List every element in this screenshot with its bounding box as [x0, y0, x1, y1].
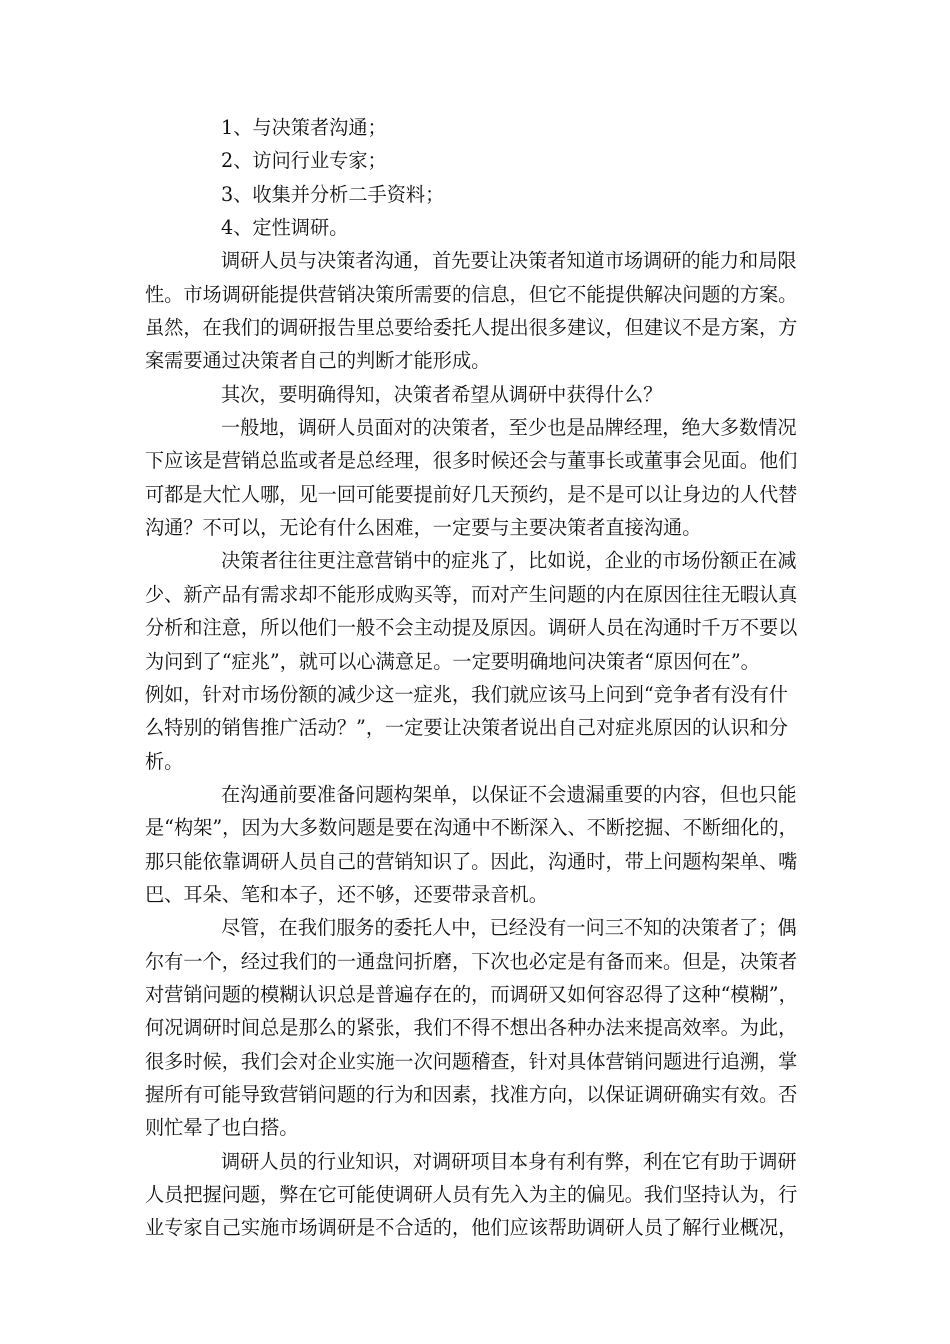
- paragraph-question-framework: [145, 778, 805, 911]
- paragraph-line: 业专家自己实施市场调研是不合适的，他们应该帮助调研人员了解行业概况，: [145, 1216, 798, 1240]
- paragraph-line: 很多时候，我们会对企业实施一次问题稽查，针对具体营销问题进行追溯，掌: [145, 1049, 798, 1073]
- paragraph-line: 尽管，在我们服务的委托人中，已经没有一问三不知的决策者了；偶: [221, 916, 797, 940]
- list-item-4: 4、定性调研。: [221, 216, 349, 240]
- paragraph-line: 则忙晕了也白搭。: [145, 1116, 299, 1140]
- paragraph-line: 分析和注意，所以他们一般不会主动提及原因。调研人员在沟通时千万不要以: [145, 616, 798, 640]
- paragraph-line: 人员把握问题，弊在它可能使调研人员有先入为主的偏见。我们坚持认为，行: [145, 1183, 798, 1206]
- paragraph-industry-knowledge: [145, 1145, 805, 1245]
- paragraph-line: 在沟通前要准备问题构架单，以保证不会遗漏重要的内容，但也只能: [221, 782, 797, 806]
- paragraph-line: 握所有可能导致营销问题的行为和因素，找准方向，以保证调研确实有效。否: [145, 1082, 798, 1106]
- paragraph-symptoms: [145, 544, 805, 777]
- paragraph-line: 决策者往往更注意营销中的症兆了，比如说，企业的市场份额正在减: [221, 549, 797, 573]
- list-item-1: 1、与决策者沟通；: [221, 116, 387, 139]
- paragraph-line: 一般地，调研人员面对的决策者，至少也是品牌经理，绝大多数情况: [221, 416, 797, 440]
- paragraph-line: 么特别的销售推广活动？”，一定要让决策者说出自己对症兆原因的认识和分: [145, 716, 788, 740]
- paragraph-line: 性。市场调研能提供营销决策所需要的信息，但它不能提供解决问题的方案。: [145, 282, 798, 306]
- paragraph-line: 案需要通过决策者自己的判断才能形成。: [145, 349, 491, 373]
- paragraph-line: 尔有一个，经过我们的一通盘问折磨，下次也必定是有备而来。但是，决策者: [145, 949, 798, 973]
- paragraph-line: 对营销问题的模糊认识总是普遍存在的，而调研又如何容忍得了这种“模糊”，: [145, 982, 798, 1006]
- paragraph-line: 下应该是营销总监或者是总经理，很多时候还会与董事长或董事会见面。他们: [145, 449, 798, 473]
- list-item-2: 2、访问行业专家；: [221, 149, 387, 173]
- paragraph-line: 例如，针对市场份额的减少这一症兆，我们就应该马上问到“竞争者有没有什: [145, 682, 788, 706]
- paragraph-line: 虽然，在我们的调研报告里总要给委托人提出很多建议，但建议不是方案，方: [145, 316, 798, 340]
- document-body: [145, 111, 805, 1245]
- paragraph-problem-audit: [145, 911, 805, 1144]
- paragraph-line: 少、新产品有需求却不能形成购买等，而对产生问题的内在原因往往无暇认真: [145, 582, 798, 606]
- list-item-3: 3、收集并分析二手资料；: [221, 182, 445, 206]
- paragraph-line: 何况调研时间总是那么的紧张，我们不得不想出各种办法来提高效率。为此，: [145, 1016, 798, 1040]
- paragraph-line: 析。: [145, 749, 184, 773]
- paragraph-line: 那只能依靠调研人员自己的营销知识了。因此，沟通时，带上问题构架单、嘴: [145, 849, 798, 873]
- paragraph-line: 调研人员与决策者沟通，首先要让决策者知道市场调研的能力和局限: [221, 249, 797, 273]
- paragraph-line: 调研人员的行业知识，对调研项目本身有利有弊，利在它有助于调研: [221, 1149, 797, 1173]
- paragraph-line: 为问到了“症兆”，就可以心满意足。一定要明确地问决策者“原因何在”。: [145, 649, 760, 673]
- paragraph-line: 沟通？不可以，无论有什么困难，一定要与主要决策者直接沟通。: [145, 516, 702, 540]
- paragraph-line: 是“构架”，因为大多数问题是要在沟通中不断深入、不断挖掘、不断细化的，: [145, 816, 798, 840]
- paragraph-line: 其次，要明确得知，决策者希望从调研中获得什么？: [221, 382, 663, 406]
- paragraph-direct-communication: [145, 411, 805, 544]
- paragraph-line: 巴、耳朵、笔和本子，还不够，还要带录音机。: [145, 882, 548, 906]
- paragraph-communication-limits: [145, 244, 805, 377]
- paragraph-line: 可都是大忙人哪，见一回可能要提前好几天预约，是不是可以让身边的人代替: [145, 482, 798, 506]
- paragraph-decision-goal: [145, 378, 805, 411]
